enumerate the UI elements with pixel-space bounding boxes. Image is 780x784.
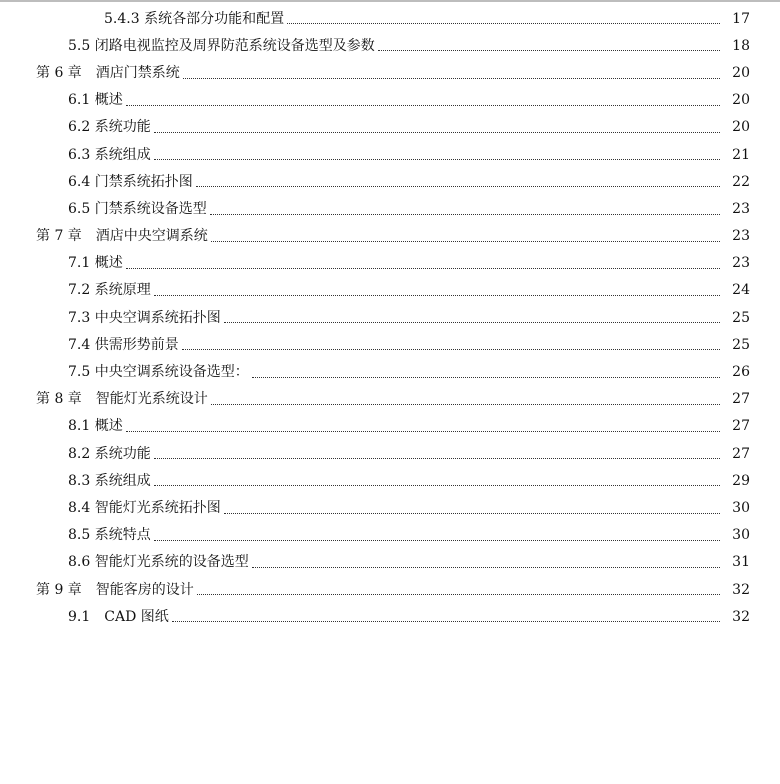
toc-dot-leader [154, 294, 720, 296]
toc-entry-7-1[interactable] [0, 250, 780, 277]
table-of-contents [0, 5, 780, 630]
toc-dot-leader [126, 104, 720, 106]
toc-dot-leader [287, 22, 720, 24]
toc-page-number: 29 [732, 472, 750, 489]
toc-entry-label: 8.3 系统组成 [68, 472, 151, 489]
toc-entry-label: 6.4 门禁系统拓扑图 [68, 173, 193, 190]
toc-page-number: 22 [732, 173, 750, 190]
toc-entry-6-3[interactable] [0, 141, 780, 168]
toc-entry-7-4[interactable] [0, 331, 780, 358]
toc-entry-7-2[interactable] [0, 277, 780, 304]
toc-entry-label: 7.1 概述 [68, 255, 123, 272]
toc-dot-leader [182, 348, 720, 350]
toc-dot-leader [154, 158, 720, 160]
toc-dot-leader [154, 457, 720, 459]
toc-dot-leader [378, 49, 720, 51]
toc-page-number: 27 [732, 391, 750, 408]
toc-page-number: 30 [732, 499, 750, 516]
toc-page-number: 27 [732, 418, 750, 435]
toc-entry-label: 9.1 CAD 图纸 [68, 608, 169, 625]
toc-entry-label: 5.5 闭路电视监控及周界防范系统设备选型及参数 [68, 37, 375, 54]
toc-entry-chapter-8[interactable] [0, 386, 780, 413]
toc-entry-label: 6.1 概述 [68, 92, 123, 109]
toc-page-number: 30 [732, 527, 750, 544]
toc-page-number: 25 [732, 309, 750, 326]
toc-page-number: 32 [732, 608, 750, 625]
toc-dot-leader [252, 566, 720, 568]
toc-entry-label: 8.6 智能灯光系统的设备选型 [68, 554, 249, 571]
top-border-rule [0, 0, 780, 2]
toc-entry-label: 5.4.3 系统各部分功能和配置 [104, 10, 285, 27]
toc-dot-leader [154, 539, 720, 541]
toc-page-number: 32 [732, 581, 750, 598]
toc-page-number: 27 [732, 445, 750, 462]
toc-entry-label: 第 8 章 智能灯光系统设计 [36, 391, 208, 408]
toc-entry-label: 7.3 中央空调系统拓扑图 [68, 309, 221, 326]
toc-page-number: 17 [732, 10, 750, 27]
toc-entry-chapter-6[interactable] [0, 59, 780, 86]
toc-page-number: 23 [732, 200, 750, 217]
toc-entry-7-5[interactable] [0, 358, 780, 385]
toc-entry-chapter-7[interactable] [0, 223, 780, 250]
toc-dot-leader [183, 77, 720, 79]
toc-page-number: 20 [732, 92, 750, 109]
toc-page-number: 20 [732, 119, 750, 136]
toc-entry-8-4[interactable] [0, 494, 780, 521]
toc-entry-8-6[interactable] [0, 549, 780, 576]
toc-dot-leader [172, 620, 720, 622]
toc-dot-leader [154, 484, 720, 486]
toc-page-number: 31 [732, 554, 750, 571]
toc-entry-label: 7.5 中央空调系统设备选型： [68, 364, 249, 381]
toc-entry-7-3[interactable] [0, 304, 780, 331]
toc-page-number: 25 [732, 336, 750, 353]
toc-entry-8-5[interactable] [0, 522, 780, 549]
toc-page-number: 21 [732, 146, 750, 163]
toc-dot-leader [126, 430, 720, 432]
toc-page-number: 23 [732, 228, 750, 245]
toc-entry-chapter-9[interactable] [0, 576, 780, 603]
toc-page-number: 26 [732, 364, 750, 381]
toc-entry-label: 6.5 门禁系统设备选型 [68, 200, 207, 217]
toc-dot-leader [126, 267, 720, 269]
toc-entry-6-1[interactable] [0, 87, 780, 114]
toc-entry-label: 第 9 章 智能客房的设计 [36, 581, 194, 598]
toc-dot-leader [252, 376, 720, 378]
toc-entry-6-5[interactable] [0, 195, 780, 222]
toc-entry-label: 6.2 系统功能 [68, 119, 151, 136]
toc-page-number: 24 [732, 282, 750, 299]
toc-entry-6-2[interactable] [0, 114, 780, 141]
toc-entry-label: 8.5 系统特点 [68, 527, 151, 544]
toc-entry-label: 7.4 供需形势前景 [68, 336, 179, 353]
toc-dot-leader [224, 321, 720, 323]
toc-entry-label: 7.2 系统原理 [68, 282, 151, 299]
toc-entry-label: 第 6 章 酒店门禁系统 [36, 64, 180, 81]
toc-page-number: 20 [732, 64, 750, 81]
toc-page-number: 18 [732, 37, 750, 54]
toc-entry-8-3[interactable] [0, 467, 780, 494]
toc-entry-9-1[interactable] [0, 603, 780, 630]
toc-entry-5-4-3[interactable] [0, 5, 780, 32]
toc-dot-leader [196, 185, 720, 187]
toc-dot-leader [211, 240, 720, 242]
toc-dot-leader [197, 593, 720, 595]
toc-entry-5-5[interactable] [0, 32, 780, 59]
toc-dot-leader [224, 512, 720, 514]
toc-entry-8-2[interactable] [0, 440, 780, 467]
toc-entry-8-1[interactable] [0, 413, 780, 440]
toc-entry-label: 第 7 章 酒店中央空调系统 [36, 228, 208, 245]
toc-entry-6-4[interactable] [0, 168, 780, 195]
toc-page-number: 23 [732, 255, 750, 272]
toc-dot-leader [154, 131, 720, 133]
toc-entry-label: 8.1 概述 [68, 418, 123, 435]
toc-dot-leader [211, 403, 720, 405]
toc-entry-label: 8.4 智能灯光系统拓扑图 [68, 499, 221, 516]
toc-entry-label: 6.3 系统组成 [68, 146, 151, 163]
toc-entry-label: 8.2 系统功能 [68, 445, 151, 462]
toc-dot-leader [210, 213, 720, 215]
